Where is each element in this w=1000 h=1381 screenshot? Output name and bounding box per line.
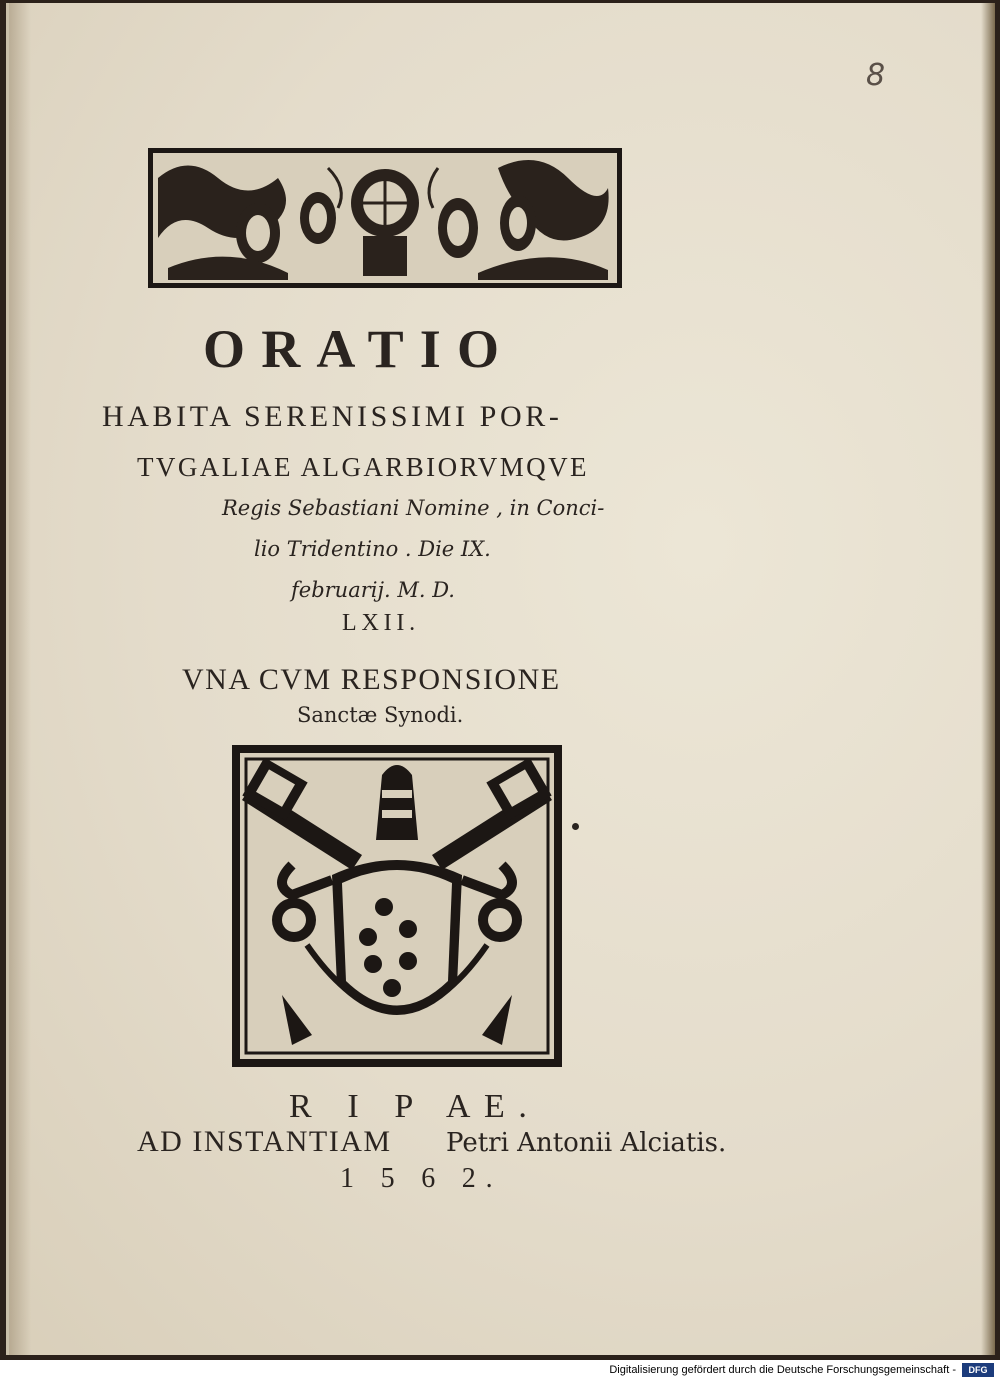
stray-dot-mark	[572, 823, 579, 830]
title-oratio: ORATIO	[203, 319, 516, 379]
title-line-3: Regis Sebastiani Nomine , in Conci-	[222, 496, 605, 520]
title-line-1: HABITA SERENISSIMI POR-	[102, 400, 563, 433]
title-line-5: februarij. M. D.	[291, 578, 455, 602]
imprint-instantiam-caps: AD INSTANTIAM	[137, 1125, 392, 1158]
title-line-6: LXII.	[342, 610, 420, 636]
papal-coat-of-arms-woodcut	[232, 745, 562, 1067]
imprint-instantiam-names: Petri Antonii Alciatis.	[446, 1128, 727, 1158]
imprint-year: 1 5 6 2.	[340, 1163, 503, 1194]
title-line-4: lio Tridentino . Die IX.	[254, 537, 491, 561]
title-line-2: TVGALIAE ALGARBIORVMQVE	[137, 452, 589, 482]
handwritten-page-number: 8	[866, 58, 886, 93]
una-cum-responsione: VNA CVM RESPONSIONE	[182, 663, 561, 696]
ornamental-headpiece-woodcut	[148, 148, 622, 288]
imprint-place: R I P AE.	[289, 1088, 541, 1125]
page-gutter-shadow	[9, 3, 31, 1355]
sanctae-synodi: Sanctæ Synodi.	[297, 703, 464, 727]
dfg-logo: DFG	[962, 1363, 994, 1377]
dfg-footer-text: Digitalisierung gefördert durch die Deutsche Forschungsgemeinschaft -	[609, 1364, 956, 1376]
